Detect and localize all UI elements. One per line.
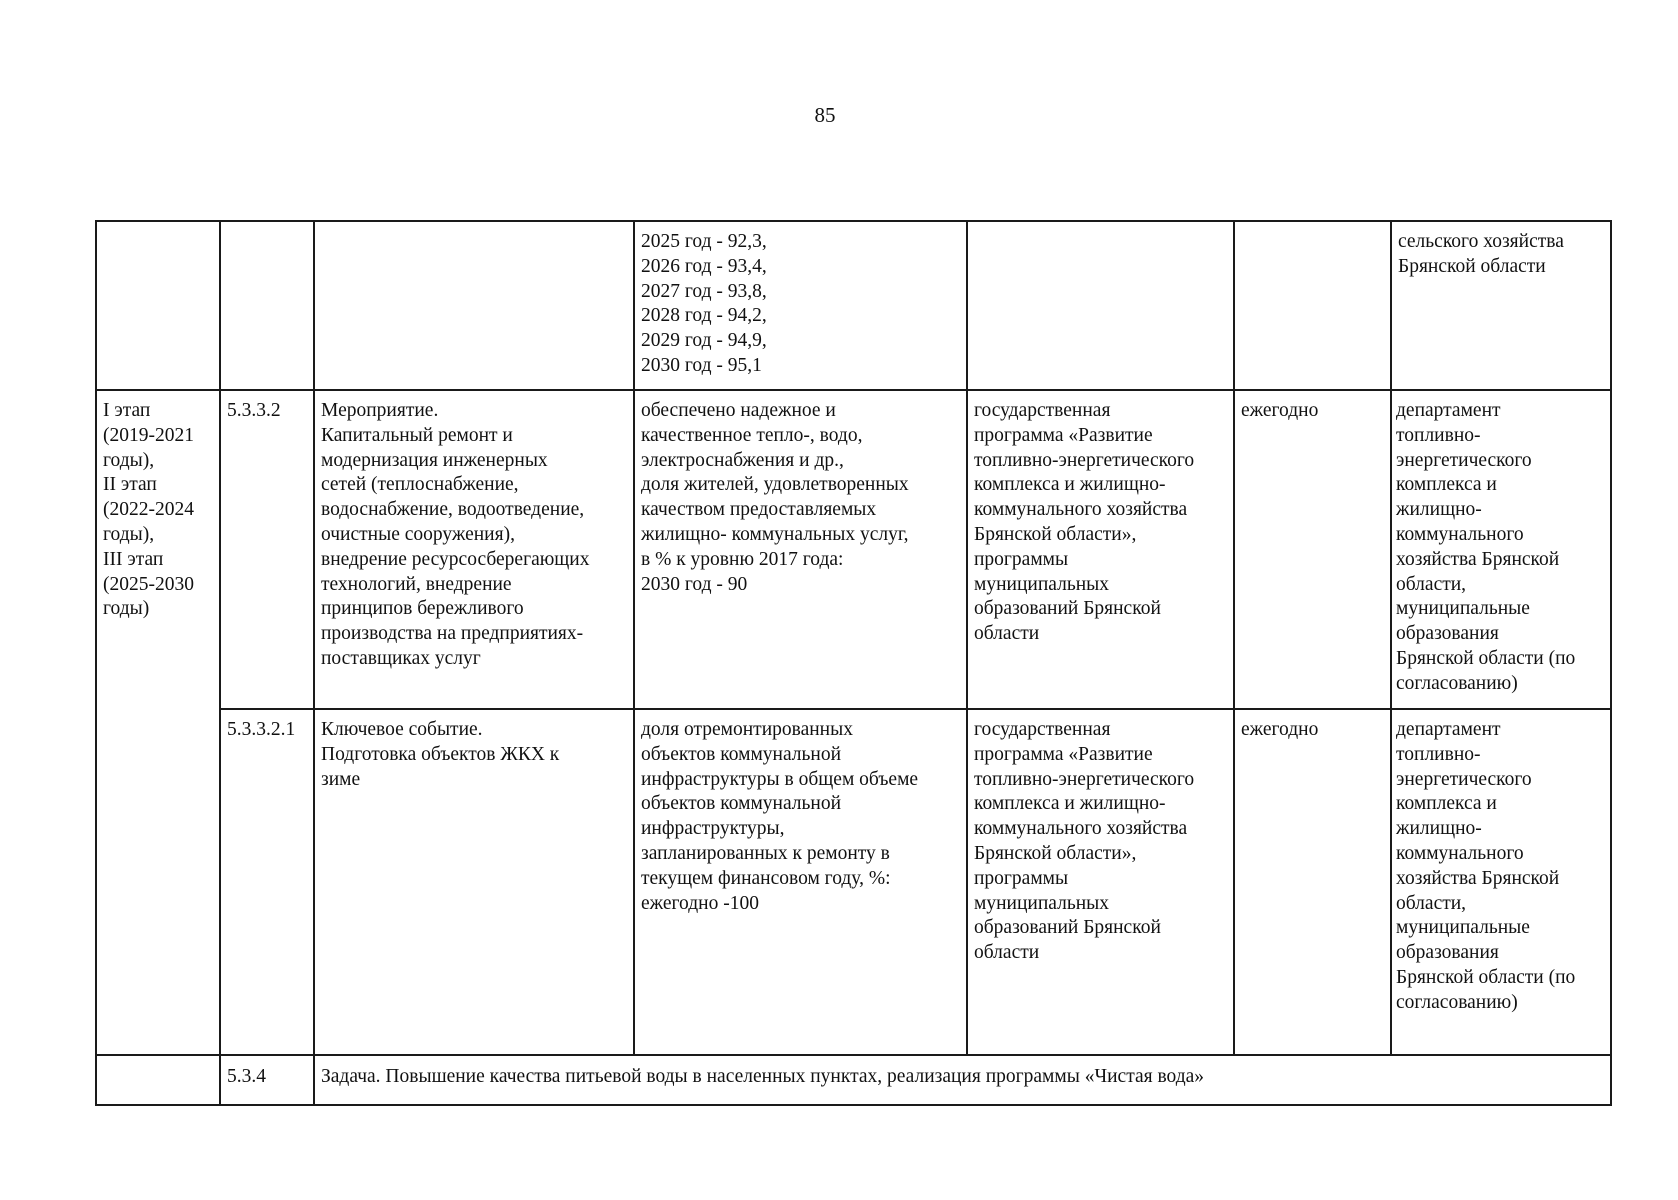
program-line: программы: [974, 867, 1069, 889]
table-row-5-3-3-2-1: [96, 709, 1611, 1055]
activity-line: производства на предприятиях-: [321, 623, 584, 645]
responsible-line: топливно-: [1396, 424, 1481, 446]
stage-line: годы): [103, 598, 150, 620]
program-line: области: [974, 623, 1040, 645]
stage-line: годы),: [103, 449, 155, 471]
indicator-line: объектов коммунальной: [641, 793, 842, 815]
responsible-line: жилищно-: [1396, 818, 1482, 840]
table-row-5-3-4: [96, 1055, 1611, 1105]
indicator-line: 2026 год - 93,4,: [641, 255, 767, 277]
responsible-line: Брянской области: [1398, 255, 1546, 277]
activity-line: Ключевое событие.: [321, 719, 483, 740]
responsible-line: согласованию): [1396, 672, 1518, 694]
activity-line: принципов бережливого: [321, 598, 524, 620]
indicator-line: ежегодно -100: [641, 892, 759, 914]
number-cell: [220, 221, 314, 390]
activity-line: сетей (теплоснабжение,: [321, 474, 519, 496]
indicator-line: текущем финансовом году, %:: [641, 867, 891, 889]
responsible-line: энергетического: [1396, 768, 1532, 790]
activity-cell: [314, 221, 634, 390]
indicator-line: объектов коммунальной: [641, 743, 842, 765]
measures-table: [95, 220, 1612, 1106]
responsible-line: коммунального: [1396, 842, 1524, 864]
program-line: Брянской области»,: [974, 842, 1137, 864]
indicator-line: доля отремонтированных: [641, 719, 853, 740]
responsible-line: Брянской области (по: [1396, 966, 1576, 988]
responsible-cell: [1391, 390, 1611, 709]
responsible-line: энергетического: [1396, 449, 1532, 471]
program-line: топливно-энергетического: [974, 449, 1195, 471]
indicator-cell: [634, 390, 967, 709]
table-row-continued: [96, 221, 1611, 390]
indicator-line: 2027 год - 93,8,: [641, 280, 767, 302]
indicator-cell: [634, 709, 967, 1055]
responsible-line: комплекса и: [1396, 474, 1497, 496]
activity-line: водоснабжение, водоотведение,: [321, 499, 585, 521]
program-line: программа «Развитие: [974, 424, 1153, 446]
frequency-cell: [1234, 221, 1391, 390]
responsible-cell: [1391, 709, 1611, 1055]
indicator-line: 2030 год - 95,1: [641, 354, 762, 376]
responsible-cell: [1391, 221, 1611, 390]
activity-line: очистные сооружения),: [321, 523, 515, 545]
program-cell: [967, 390, 1234, 709]
activity-cell: [314, 390, 634, 709]
stage-line: I этап: [103, 400, 151, 421]
program-line: муниципальных: [974, 573, 1110, 595]
number-cell: 5.3.4: [220, 1055, 314, 1105]
program-line: муниципальных: [974, 892, 1110, 914]
frequency-cell: ежегодно: [1234, 709, 1391, 1055]
responsible-line: образования: [1396, 623, 1499, 645]
responsible-line: образования: [1396, 942, 1499, 964]
activity-line: Мероприятие.: [321, 400, 439, 421]
indicator-line: доля жителей, удовлетворенных: [641, 474, 909, 496]
stage-line: годы),: [103, 523, 155, 545]
page-number: 85: [814, 103, 836, 127]
responsible-line: хозяйства Брянской: [1396, 548, 1560, 570]
indicator-cell: [634, 221, 967, 390]
responsible-line: топливно-: [1396, 743, 1481, 765]
stage-line: III этап: [103, 548, 164, 570]
indicator-line: качественное тепло-, водо,: [641, 424, 863, 446]
responsible-line: области,: [1396, 573, 1467, 595]
stage-cell: [96, 221, 220, 390]
indicator-line: запланированных к ремонту в: [641, 842, 890, 864]
activity-line: Капитальный ремонт и: [321, 424, 513, 446]
responsible-line: жилищно-: [1396, 499, 1482, 521]
program-line: образований Брянской: [974, 598, 1161, 620]
indicator-line: 2029 год - 94,9,: [641, 330, 767, 352]
responsible-line: согласованию): [1396, 991, 1518, 1013]
indicator-line: инфраструктуры в общем объеме: [641, 768, 919, 790]
responsible-line: департамент: [1396, 719, 1501, 740]
indicator-line: инфраструктуры,: [641, 818, 785, 840]
responsible-line: хозяйства Брянской: [1396, 867, 1560, 889]
activity-line: внедрение ресурсосберегающих: [321, 548, 590, 570]
program-cell: [967, 709, 1234, 1055]
indicator-line: 2030 год - 90: [641, 573, 748, 595]
responsible-line: области,: [1396, 892, 1467, 914]
responsible-line: Брянской области (по: [1396, 647, 1576, 669]
program-line: государственная: [974, 400, 1111, 421]
indicator-line: обеспечено надежное и: [641, 400, 836, 421]
number-cell: 5.3.3.2.1: [220, 709, 314, 1055]
responsible-line: коммунального: [1396, 523, 1524, 545]
activity-cell: [314, 709, 634, 1055]
program-line: программы: [974, 548, 1069, 570]
frequency-cell: ежегодно: [1234, 390, 1391, 709]
stage-line: (2022-2024: [103, 499, 194, 521]
activity-line: модернизация инженерных: [321, 449, 548, 471]
program-line: комплекса и жилищно-: [974, 474, 1166, 496]
responsible-line: департамент: [1396, 400, 1501, 421]
responsible-line: муниципальные: [1396, 598, 1530, 620]
indicator-line: 2025 год - 92,3,: [641, 231, 767, 252]
program-line: комплекса и жилищно-: [974, 793, 1166, 815]
stage-cell: [96, 1055, 220, 1105]
program-line: государственная: [974, 719, 1111, 740]
program-line: Брянской области»,: [974, 523, 1137, 545]
program-cell: [967, 221, 1234, 390]
task-cell: Задача. Повышение качества питьевой воды в населенных пунктах, реализация программы «Чистая вода»: [314, 1055, 1611, 1105]
program-line: образований Брянской: [974, 917, 1161, 939]
program-line: области: [974, 942, 1040, 964]
number-cell: 5.3.3.2: [220, 390, 314, 709]
stages-cell: [96, 390, 220, 1055]
stage-line: (2025-2030: [103, 573, 194, 595]
responsible-line: сельского хозяйства: [1398, 231, 1564, 252]
table-row-5-3-3-2: [96, 390, 1611, 709]
activity-line: технологий, внедрение: [321, 573, 512, 595]
indicator-line: в % к уровню 2017 года:: [641, 548, 844, 570]
program-line: коммунального хозяйства: [974, 818, 1188, 840]
responsible-line: комплекса и: [1396, 793, 1497, 815]
program-line: коммунального хозяйства: [974, 499, 1188, 521]
indicator-line: 2028 год - 94,2,: [641, 305, 767, 327]
program-line: программа «Развитие: [974, 743, 1153, 765]
activity-line: зиме: [321, 768, 361, 790]
stage-line: (2019-2021: [103, 424, 194, 446]
activity-line: поставщиках услуг: [321, 647, 481, 669]
indicator-line: электроснабжения и др.,: [641, 449, 844, 471]
indicator-line: качеством предоставляемых: [641, 499, 877, 521]
stage-line: II этап: [103, 474, 157, 496]
responsible-line: муниципальные: [1396, 917, 1530, 939]
indicator-line: жилищно- коммунальных услуг,: [641, 523, 909, 545]
activity-line: Подготовка объектов ЖКХ к: [321, 743, 560, 765]
program-line: топливно-энергетического: [974, 768, 1195, 790]
